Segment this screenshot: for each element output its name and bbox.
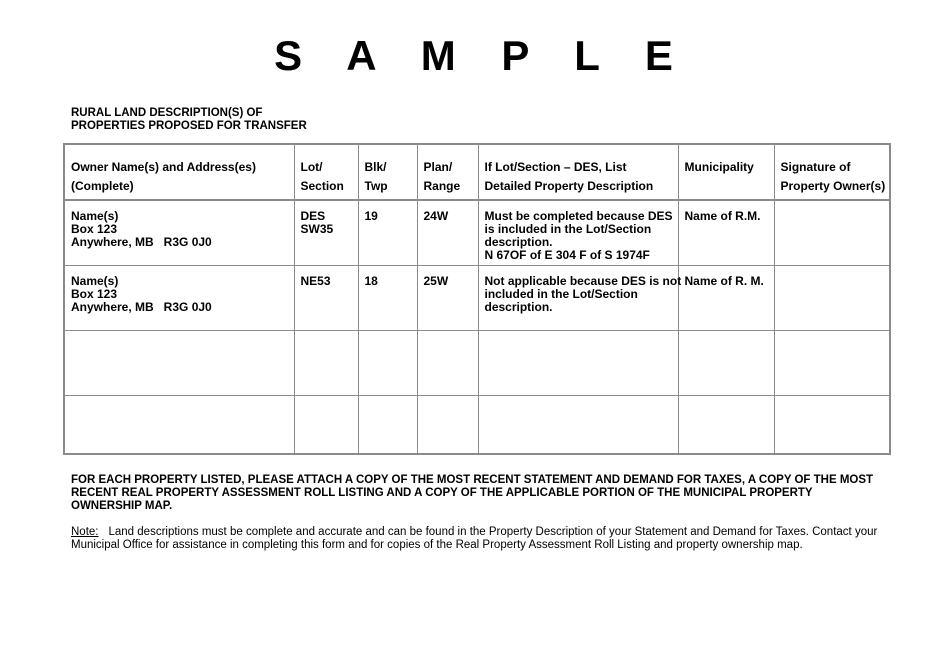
header-lot-section	[294, 144, 358, 200]
lot-line-1: DES	[300, 209, 326, 223]
header-owner-line-1: Owner Name(s) and Address(es)	[71, 160, 256, 174]
owner-cell	[64, 265, 294, 330]
owner-city: Anywhere, MB R3G 0J0	[71, 299, 212, 314]
lot-cell	[294, 265, 358, 330]
header-plan-range	[417, 144, 478, 200]
header-municipality	[678, 144, 774, 200]
form-title-line-1: RURAL LAND DESCRIPTION(S) OF	[71, 107, 263, 119]
plan-cell: 25W	[417, 265, 478, 330]
empty-plan-cell[interactable]	[417, 330, 478, 395]
header-plan-line-2: Range	[423, 179, 461, 193]
description-cell	[478, 200, 678, 265]
lot-line-1: NE53	[300, 273, 331, 288]
form-title-line-2: PROPERTIES PROPOSED FOR TRANSFER	[71, 120, 307, 132]
empty-municipality-cell[interactable]	[678, 330, 774, 395]
blk-cell: 19	[358, 200, 417, 265]
description-line-3: description.	[484, 299, 553, 314]
empty-signature-cell[interactable]	[774, 395, 890, 454]
description-line-1: Not applicable because DES is not	[484, 273, 682, 288]
empty-owner-cell[interactable]	[64, 395, 294, 454]
note-paragraph	[71, 526, 886, 552]
blk-cell: 18	[358, 265, 417, 330]
description-line-2: included in the Lot/Section	[484, 286, 638, 301]
empty-blk-cell[interactable]	[358, 330, 417, 395]
header-signature-line-1: Signature of	[780, 160, 851, 174]
header-municipality-line-1: Municipality	[684, 160, 754, 174]
empty-plan-cell[interactable]	[417, 395, 478, 454]
header-signature-line-2: Property Owner(s)	[780, 179, 886, 193]
header-signature	[774, 144, 890, 200]
note-label: Note:	[71, 526, 99, 538]
signature-cell[interactable]	[774, 265, 890, 330]
header-blk-twp	[358, 144, 417, 200]
header-description	[478, 144, 678, 200]
header-plan-line-1: Plan/	[423, 160, 453, 174]
empty-description-cell[interactable]	[478, 330, 678, 395]
header-blk-line-1: Blk/	[364, 160, 387, 174]
empty-signature-cell[interactable]	[774, 330, 890, 395]
description-line-3: description.	[484, 235, 553, 249]
owner-cell	[64, 200, 294, 265]
owner-name: Name(s)	[71, 273, 119, 288]
table-header-row	[64, 144, 890, 200]
plan-cell: 24W	[417, 200, 478, 265]
header-blk-line-2: Twp	[364, 179, 388, 193]
empty-owner-cell[interactable]	[64, 330, 294, 395]
empty-lot-cell[interactable]	[294, 330, 358, 395]
municipality-cell: Name of R.M.	[678, 200, 774, 265]
owner-box: Box 123	[71, 286, 118, 301]
description-cell	[478, 265, 682, 330]
lot-line-2: SW35	[300, 222, 334, 236]
header-lot-line-2: Section	[300, 179, 344, 193]
empty-municipality-cell[interactable]	[678, 395, 774, 454]
header-lot-line-1: Lot/	[300, 160, 323, 174]
property-table	[63, 143, 891, 455]
municipality-cell: Name of R. M.	[678, 265, 774, 330]
form-title	[71, 107, 307, 133]
description-line-4: N 67OF of E 304 F of S 1974F	[484, 248, 650, 262]
empty-table-row	[64, 395, 890, 454]
header-description-line-2: Detailed Property Description	[484, 179, 654, 193]
header-owner-line-2: (Complete)	[71, 179, 134, 193]
empty-table-row	[64, 330, 890, 395]
description-line-1: Must be completed because DES	[484, 209, 673, 223]
signature-cell[interactable]	[774, 200, 890, 265]
table-row	[64, 265, 890, 330]
note-text: Land descriptions must be complete and accurate and can be found in the Property Description of your Statement and Demand for Taxes. Contact your Municipal Office for assistance in completing this form and for copies of the Real Property Assessment Roll Listing and property ownership map.	[71, 526, 878, 551]
empty-blk-cell[interactable]	[358, 395, 417, 454]
header-owner	[64, 144, 294, 200]
table-row	[64, 200, 890, 265]
owner-city: Anywhere, MB R3G 0J0	[71, 235, 212, 249]
sample-watermark: S A M P L E	[274, 32, 690, 79]
attachment-notice: FOR EACH PROPERTY LISTED, PLEASE ATTACH A COPY OF THE MOST RECENT STATEMENT AND DEMAND FOR TAXES, A COPY OF THE MOST RECENT REAL PROPERTY ASSESSMENT ROLL LISTING AND A COPY OF THE APPLICABLE PORTION OF THE MUNICIPAL PROPERTY OWNERSHIP MAP.	[71, 474, 874, 512]
owner-box: Box 123	[71, 222, 118, 236]
description-line-2: is included in the Lot/Section	[484, 222, 652, 236]
empty-description-cell[interactable]	[478, 395, 678, 454]
empty-lot-cell[interactable]	[294, 395, 358, 454]
header-description-line-1: If Lot/Section – DES, List	[484, 160, 627, 174]
owner-name: Name(s)	[71, 209, 119, 223]
lot-cell	[294, 200, 358, 265]
